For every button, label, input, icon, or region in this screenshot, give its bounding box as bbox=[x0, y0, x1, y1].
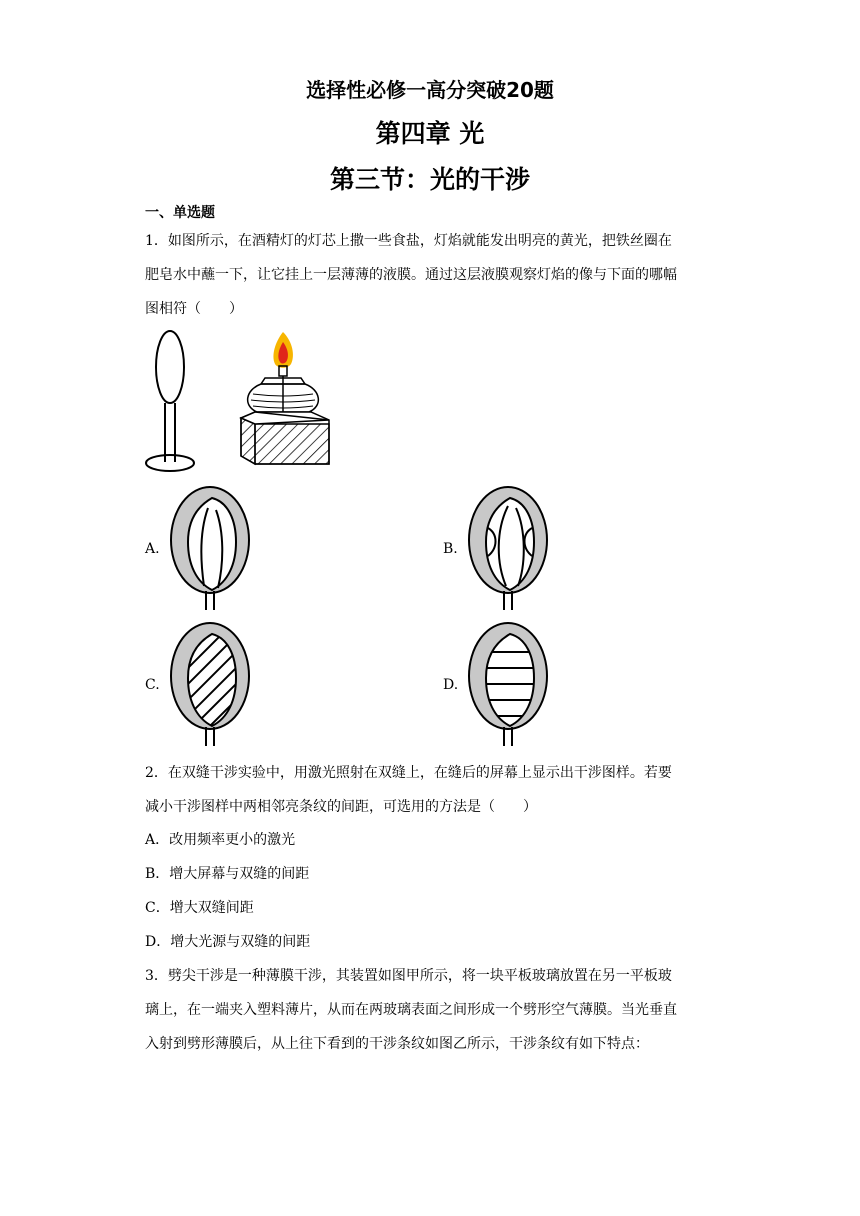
q3-line-1: 3．劈尖干涉是一种薄膜干涉，其装置如图甲所示，将一块平板玻璃放置在另一平板玻 bbox=[145, 968, 672, 984]
q2-option-a: A．改用频率更小的激光 bbox=[145, 832, 296, 848]
q2-line-2: 减小干涉图样中两相邻亮条纹的间距，可选用的方法是（ ） bbox=[145, 799, 537, 815]
q1-option-b-label: B. bbox=[443, 541, 458, 557]
section-heading: 一、单选题 bbox=[145, 205, 215, 221]
q3-line-3: 入射到劈形薄膜后，从上往下看到的干涉条纹如图乙所示，干涉条纹有如下特点： bbox=[145, 1036, 649, 1052]
q1-line-2: 肥皂水中蘸一下，让它挂上一层薄薄的液膜。通过这层液膜观察灯焰的像与下面的哪幅 bbox=[145, 267, 677, 283]
q2-line-1: 2．在双缝干涉实验中，用激光照射在双缝上，在缝后的屏幕上显示出干涉图样。若要 bbox=[145, 765, 672, 781]
q2-option-c: C．增大双缝间距 bbox=[145, 900, 254, 916]
chapter-title: 第四章 光 bbox=[375, 119, 485, 148]
q3-line-2: 璃上，在一端夹入塑料薄片，从而在两玻璃表面之间形成一个劈形空气薄膜。当光垂直 bbox=[145, 1002, 677, 1018]
alcohol-lamp-figure bbox=[235, 328, 335, 470]
q1-option-b-figure bbox=[466, 486, 556, 612]
q1-option-a-label: A. bbox=[145, 541, 160, 557]
q1-line-3: 图相符（ ） bbox=[145, 301, 243, 317]
q1-option-d-label: D. bbox=[443, 677, 459, 693]
q1-option-c-label: C. bbox=[145, 677, 160, 693]
document-title: 选择性必修一高分突破20题 bbox=[306, 78, 554, 102]
q2-option-d: D．增大光源与双缝的间距 bbox=[145, 934, 311, 950]
q2-option-b: B．增大屏幕与双缝的间距 bbox=[145, 866, 310, 882]
q1-option-d-figure bbox=[466, 622, 556, 748]
q1-option-c-figure bbox=[168, 622, 258, 748]
section-title: 第三节：光的干涉 bbox=[329, 165, 530, 194]
wire-loop-figure bbox=[140, 330, 200, 475]
q1-line-1: 1．如图所示，在酒精灯的灯芯上撒一些食盐，灯焰就能发出明亮的黄光，把铁丝圈在 bbox=[145, 233, 672, 249]
q1-option-a-figure bbox=[168, 486, 258, 612]
